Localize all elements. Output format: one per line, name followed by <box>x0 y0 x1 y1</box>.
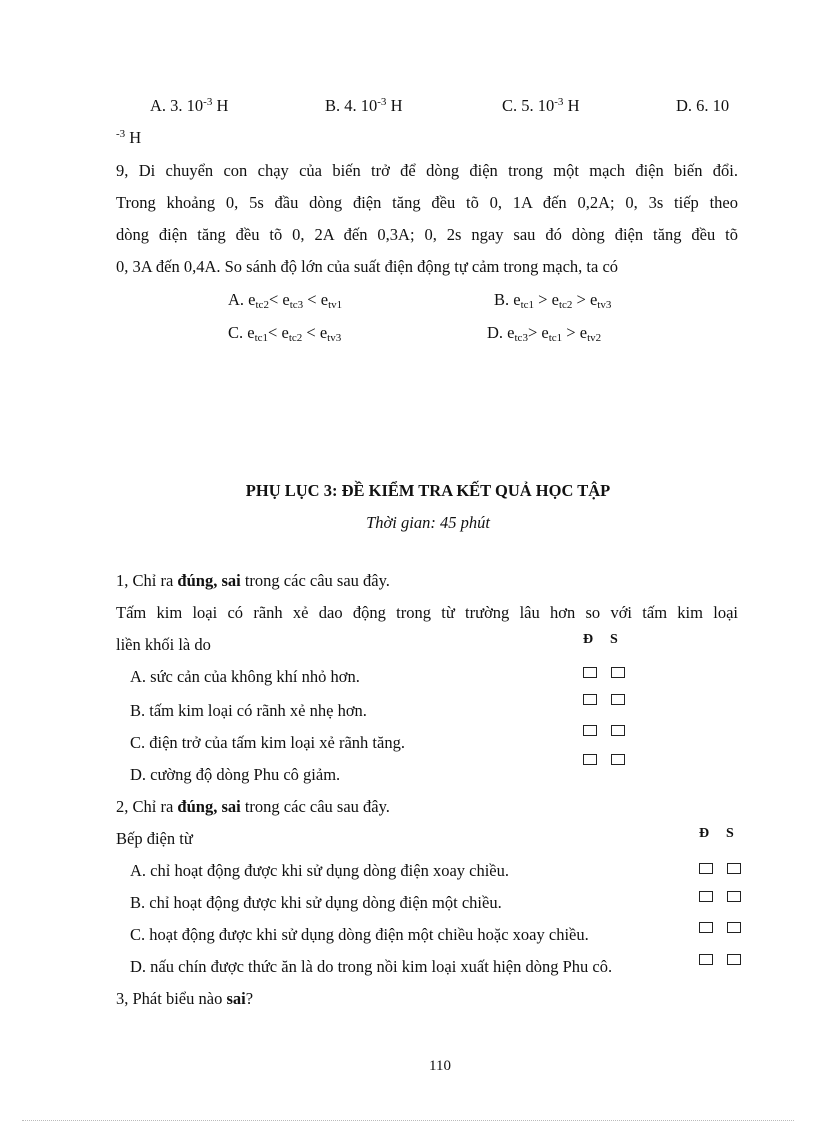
q1-false-header: S <box>610 632 618 647</box>
page-bottom-rule <box>22 1120 794 1121</box>
q1-stem-line-2: liền khối là do <box>116 635 211 654</box>
q8-option-d: D. 6. 10 <box>676 96 730 115</box>
q1-item-c-false-checkbox[interactable] <box>611 725 625 736</box>
q8-option-b: B. 4. $10^{-3}$ H <box>325 96 403 115</box>
q2-heading: 2, Chỉ ra đúng, sai trong các câu sau đây. <box>116 797 390 816</box>
q1-item-b-true-checkbox[interactable] <box>583 694 597 705</box>
q1-item-b: B. tấm kim loại có rãnh xẻ nhẹ hơn. <box>130 701 367 720</box>
q9-option-a: A. $e_{tc2}< e_{tc3} < e_{tv1}$ <box>228 290 343 311</box>
q9-option-d: D. $e_{tc3}> e_{tc1} > e_{tv2}$ <box>487 323 602 344</box>
q9-line-3: dòng điện tăng đều tõ 0, 2A đến 0,3A; 0, 2s ngay sau đó dòng điện tăng đều tõ <box>116 225 738 244</box>
q9-line-4: 0, 3A đến 0,4A. So sánh độ lớn của suất điện động tự cảm trong mạch, ta có <box>116 257 619 276</box>
appendix-title: PHỤ LỤC 3: ĐỀ KIỂM TRA KẾT QUẢ HỌC TẬP <box>245 481 611 500</box>
q8-option-d-unit: $^{-3}$ H <box>116 128 142 147</box>
q2-true-header: Đ <box>699 826 710 841</box>
q1-item-c-true-checkbox[interactable] <box>583 725 597 736</box>
q2-false-header: S <box>726 826 734 841</box>
q2-item-b-false-checkbox[interactable] <box>727 891 741 902</box>
q2-item-a: A. chỉ hoạt động được khi sử dụng dòng điện xoay chiều. <box>130 861 510 880</box>
q2-item-c-true-checkbox[interactable] <box>699 922 713 933</box>
q2-item-d-true-checkbox[interactable] <box>699 954 713 965</box>
q1-item-b-false-checkbox[interactable] <box>611 694 625 705</box>
q2-item-d: D. nấu chín được thức ăn là do trong nồi kim loại xuất hiện dòng Phu cô. <box>130 957 613 976</box>
q2-item-c: C. hoạt động được khi sử dụng dòng điện một chiều hoặc xoay chiều. <box>130 925 589 944</box>
q9-line-2: Trong khoảng 0, 5s đầu dòng điện tăng đều tõ 0, 1A đến 0,2A; 0, 3s tiếp theo <box>116 193 738 212</box>
q9-option-c: C. $e_{tc1}< e_{tc2} < e_{tv3}$ <box>228 323 342 344</box>
q8-option-c: C. 5. $10^{-3}$ H <box>502 96 580 115</box>
page-number: 110 <box>429 1058 451 1074</box>
appendix-subtitle: Thời gian: 45 phút <box>366 513 490 532</box>
q2-item-a-true-checkbox[interactable] <box>699 863 713 874</box>
q1-item-d: D. cường độ dòng Phu cô giảm. <box>130 765 341 784</box>
q1-true-header: Đ <box>583 632 594 647</box>
q2-item-d-false-checkbox[interactable] <box>727 954 741 965</box>
q1-stem-line-1: Tấm kim loại có rãnh xẻ dao động trong từ trường lâu hơn so với tấm kim loại <box>116 603 738 622</box>
q1-item-a-true-checkbox[interactable] <box>583 667 597 678</box>
q1-item-a-false-checkbox[interactable] <box>611 667 625 678</box>
q9-line-1: 9, Di chuyển con chạy của biến trở để dòng điện trong một mạch điện biến đổi. <box>116 161 738 180</box>
q2-stem: Bếp điện từ <box>116 829 193 848</box>
q9-option-b: B. $e_{tc1} > e_{tc2} > e_{tv3}$ <box>494 290 612 311</box>
q2-item-a-false-checkbox[interactable] <box>727 863 741 874</box>
q1-item-a: A. sức cản của không khí nhỏ hơn. <box>130 667 360 686</box>
q1-heading: 1, Chỉ ra đúng, sai trong các câu sau đây. <box>116 571 390 590</box>
q2-item-b: B. chỉ hoạt động được khi sử dụng dòng điện một chiều. <box>130 893 502 912</box>
q8-option-a: A. 3. $10^{-3}$ H <box>150 96 229 115</box>
q1-item-c: C. điện trở của tấm kim loại xẻ rãnh tăng. <box>130 733 405 752</box>
q2-item-b-true-checkbox[interactable] <box>699 891 713 902</box>
q1-item-d-true-checkbox[interactable] <box>583 754 597 765</box>
q3-heading: 3, Phát biểu nào sai? <box>116 989 254 1008</box>
q1-item-d-false-checkbox[interactable] <box>611 754 625 765</box>
q2-item-c-false-checkbox[interactable] <box>727 922 741 933</box>
